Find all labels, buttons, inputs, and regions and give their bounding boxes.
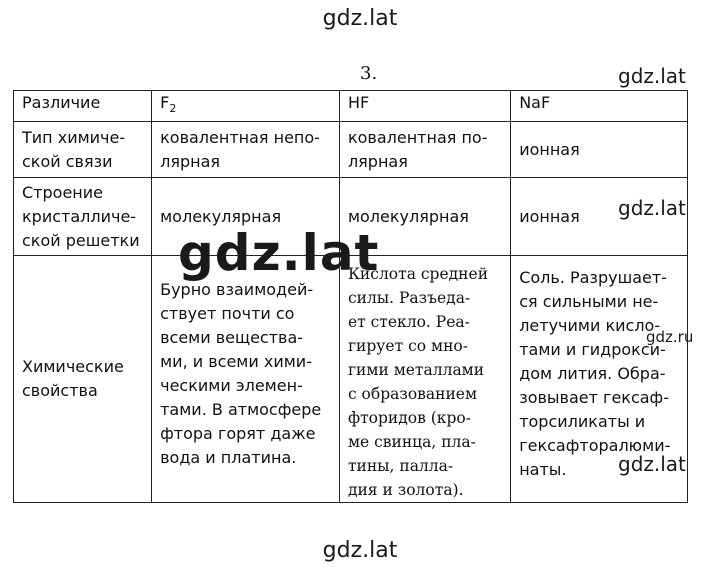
f2-subscript: 2: [169, 102, 177, 116]
header-difference: Различие: [14, 91, 152, 122]
f2-symbol: F: [160, 93, 170, 112]
watermark-top: gdz.lat: [322, 6, 398, 31]
header-hf: HF: [339, 91, 510, 122]
table-row: [14, 256, 688, 503]
watermark-right-1: gdz.lat: [618, 64, 686, 88]
watermark-small: gdz.ru: [646, 328, 694, 346]
cell-f2-crystal: молекулярная: [152, 178, 340, 256]
row-label-crystal: Строение кристалличе- ской решетки: [14, 178, 152, 256]
cell-hf-bond: ковалентная по- лярная: [339, 122, 510, 178]
page-number: 3.: [360, 63, 378, 84]
table-header-row: [14, 91, 688, 122]
cell-hf-crystal: молекулярная: [339, 178, 510, 256]
watermark-bottom: gdz.lat: [322, 538, 398, 563]
cell-naf-bond: ионная: [511, 122, 688, 178]
comparison-table: [13, 90, 688, 503]
header-naf: NaF: [511, 91, 688, 122]
row-label-chemical: Химические свойства: [14, 256, 152, 503]
cell-f2-bond: ковалентная непо- лярная: [152, 122, 340, 178]
cell-naf-crystal: ионная: [511, 178, 688, 256]
cell-naf-chemical: Соль. Разрушает- ся сильными не- летучими кисло- тами и гидрокси- дом лития. Обра- зовывает гексаф- торсиликаты и гексафторалюми- наты.: [511, 256, 688, 503]
cell-f2-chemical: Бурно взаимодей- ствует почти со всеми вещества- ми, и всеми хими- ческими элемен- тами. В атмосфере фтора горят даже вода и платина.: [152, 256, 340, 503]
table-row: [14, 122, 688, 178]
watermark-right-3: gdz.lat: [618, 452, 686, 476]
row-label-bond-type: Тип химиче- ской связи: [14, 122, 152, 178]
watermark-right-2: gdz.lat: [618, 196, 686, 220]
header-f2: [152, 91, 340, 122]
cell-hf-chemical: Кислота средней силы. Разъеда- ет стекло. Реа- гирует со мно- гими металлами с образованием фторидов (кро- ме свинца, пла- тины, палла- дия и золота).: [339, 256, 510, 503]
watermark-large: gdz.lat: [178, 224, 380, 282]
